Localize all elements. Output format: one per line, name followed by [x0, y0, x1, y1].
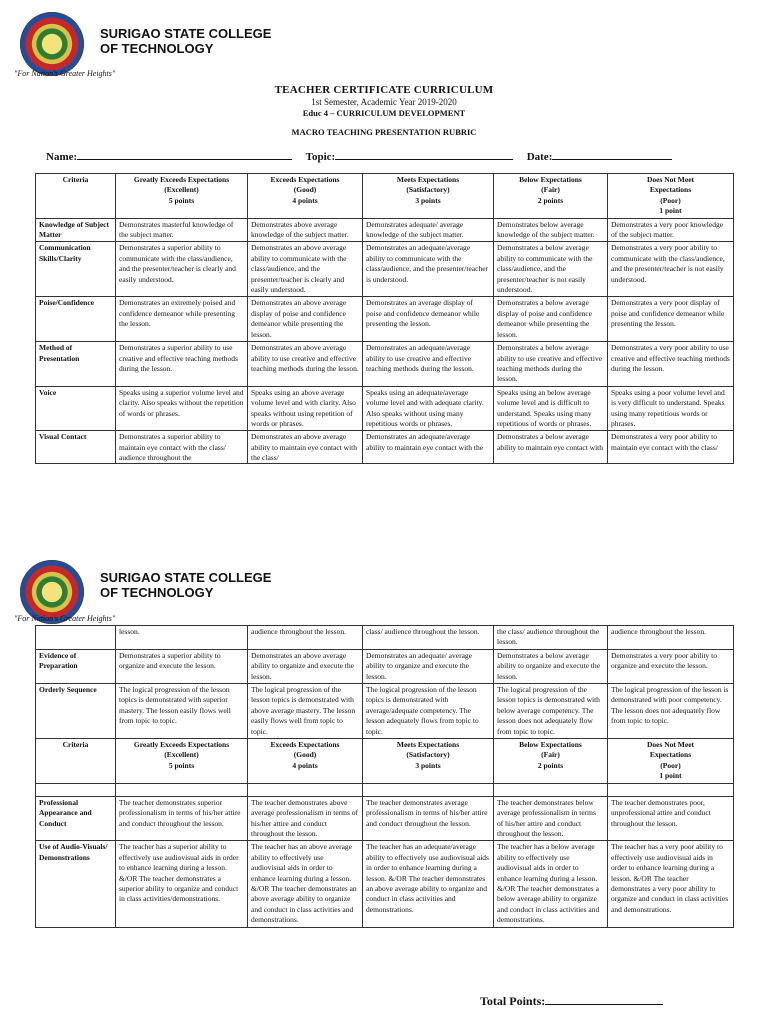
descriptor-cell — [248, 796, 363, 841]
descriptor-text: Speaks using an below average volume level and is difficult to understand. Speaks using many repetitious of words or phrases. — [497, 387, 592, 428]
semester-text: 1st Semester, Academic Year 2019-2020 — [311, 97, 457, 107]
column-header-line: (Satisfactory) — [406, 185, 450, 195]
column-header-line: (Good) — [293, 750, 317, 760]
rubric-title: MACRO TEACHING PRESENTATION RUBRIC — [291, 127, 477, 137]
descriptor-cell — [248, 626, 363, 650]
descriptor-text: The teacher demonstrates below average professionalism in terms of his/her attire and conduct throughout the lesson. — [497, 797, 596, 838]
descriptor-text: Demonstrates a very poor ability to maintain eye contact with the class/ — [611, 432, 718, 452]
descriptor-cell — [494, 242, 608, 297]
column-header-line: (Good) — [293, 185, 317, 195]
descriptor-text: Speaks using a poor volume level and is very difficult to understand. Speaks using many repetitious words or phrases. — [611, 387, 725, 428]
descriptor-text: Demonstrates a below average display of poise and confidence demeanor while presenting the lesson. — [497, 298, 592, 339]
descriptor-text: The logical progression of the lesson topics is demonstrated with superior mastery. The lesson easily flows well from topic to topic. — [119, 685, 231, 726]
descriptor-text: The logical progression of the lesson topics is demonstrated with above average mastery. The lesson easily flows well from topic to topic. — [251, 685, 356, 736]
descriptor-text: Demonstrates a very poor ability to use creative and effective teaching methods during the lesson. — [611, 343, 730, 373]
column-header-line: Does Not Meet — [646, 175, 695, 184]
descriptor-text: the class/ audience throughout the lesson. — [497, 627, 600, 647]
column-header-line: 3 points — [415, 195, 441, 205]
descriptor-text: The teacher demonstrates superior professionalism in terms of his/her attire and conduct throughout the lesson. — [119, 797, 241, 828]
column-header-line: Does Not Meet — [646, 740, 695, 750]
descriptor-cell — [248, 841, 363, 927]
criteria-cell: Orderly Sequence — [36, 684, 116, 739]
descriptor-cell — [608, 431, 734, 464]
name-label: Name: — [46, 151, 78, 163]
column-header-line: 2 points — [537, 760, 564, 770]
descriptor-cell — [363, 297, 494, 342]
descriptor-cell — [608, 684, 734, 739]
rubric-row — [36, 386, 734, 431]
header-row — [36, 739, 734, 784]
college-seal-icon — [20, 12, 84, 76]
descriptor-text: Demonstrates masterful knowledge of the subject matter. — [119, 219, 234, 240]
descriptor-text: The teacher has a below average ability to effectively use audiovisual aids in order to enhance learning during a lesson. &/OR The teacher demonstrates a below average ability to organize and conduct in class activities and demonstrations. — [497, 842, 600, 925]
descriptor-cell — [494, 342, 608, 387]
date-blank[interactable] — [552, 150, 672, 160]
descriptor-text: Demonstrates a very poor ability to communicate with the class/audience, and the presenter/teacher is not easily understood. — [611, 243, 725, 284]
column-header-line: 1 point — [659, 206, 682, 216]
criteria-cell: Communication Skills/Clarity — [36, 242, 116, 297]
criteria-cell: Voice — [36, 386, 116, 431]
column-header-line: (Fair) — [541, 185, 560, 195]
descriptor-cell — [363, 218, 494, 242]
descriptor-cell — [608, 297, 734, 342]
descriptor-text: The teacher has an above average ability to effectively use audiovisual aids in order to enhance learning during a lesson. &/OR The teacher demonstrates an above average ability to organize and conduct in class activities and demonstrations. — [251, 842, 357, 925]
continuation-row — [36, 626, 734, 650]
spacer-cell — [116, 783, 248, 796]
column-header-line: (Fair) — [541, 750, 560, 760]
criteria-cell: Knowledge of Subject Matter — [36, 218, 116, 242]
course-title: Educ 4 – CURRICULUM DEVELOPMENT — [302, 108, 466, 118]
column-header-line: Below Expectations — [519, 175, 582, 184]
descriptor-text: class/ audience throughout the lesson. — [366, 627, 480, 636]
descriptor-text: Demonstrates a below average ability to organize and execute the lesson. — [497, 650, 600, 681]
column-header-line: 4 points — [292, 195, 318, 205]
descriptor-text: Demonstrates an adequate/ average ability to organize and execute the lesson. — [366, 650, 472, 681]
column-header-line: Greatly Exceeds Expectations — [133, 740, 230, 750]
descriptor-cell — [363, 796, 494, 841]
descriptor-cell — [494, 431, 608, 464]
descriptor-cell — [248, 297, 363, 342]
descriptor-cell — [608, 242, 734, 297]
descriptor-cell — [248, 649, 363, 683]
criteria-cell: Method of Presentation — [36, 342, 116, 387]
student-info-fields — [46, 150, 726, 163]
criteria-cell: Evidence of Preparation — [36, 649, 116, 683]
descriptor-text: Demonstrates a below average ability to maintain eye contact with — [497, 432, 604, 452]
column-header-line: 5 points — [168, 760, 195, 770]
descriptor-text: Demonstrates a below average ability to communicate with the class/audience, and the presenter/teacher is not easily understood. — [497, 243, 593, 295]
descriptor-text: Demonstrates an above average display of poise and confidence demeanor while presenting the lesson. — [251, 298, 347, 339]
spacer-row — [36, 783, 734, 796]
rubric-table-1 — [35, 173, 734, 464]
descriptor-text: Demonstrates an above average ability to communicate with the class/audience, and the presenter/teacher is clearly and easily understood. — [251, 243, 347, 295]
rubric-page-2 — [0, 552, 768, 1024]
descriptor-text: Demonstrates an adequate/average ability to maintain eye contact with the — [366, 432, 484, 452]
column-header-line: 5 points — [168, 195, 195, 205]
descriptor-cell — [608, 218, 734, 242]
descriptor-text: Demonstrates an adequate/average ability to communicate with the class/audience, and the presenter/teacher is understood. — [366, 243, 489, 284]
column-header — [494, 739, 608, 784]
college-name — [100, 26, 271, 56]
descriptor-cell — [248, 386, 363, 431]
rubric-row — [36, 242, 734, 297]
descriptor-cell — [608, 342, 734, 387]
column-header-line: 2 points — [537, 195, 564, 205]
rubric-row — [36, 796, 734, 841]
descriptor-cell — [494, 796, 608, 841]
descriptor-text: Demonstrates a superior ability to maintain eye contact with the class/ audience throughout the — [119, 432, 226, 463]
page-gap — [0, 520, 768, 552]
column-header — [608, 174, 734, 219]
college-name-line1: SURIGAO STATE COLLEGE — [100, 570, 272, 585]
descriptor-cell — [494, 626, 608, 650]
descriptor-text: Demonstrates a very poor ability to organize and execute the lesson. — [611, 650, 718, 671]
descriptor-text: Demonstrates a superior ability to organize and execute the lesson. — [119, 650, 221, 671]
descriptor-cell — [363, 684, 494, 739]
rubric-row — [36, 649, 734, 683]
descriptor-cell — [494, 684, 608, 739]
header-row — [36, 174, 734, 219]
column-header — [363, 739, 494, 784]
descriptor-cell — [248, 431, 363, 464]
descriptor-text: Demonstrates a below average ability to use creative and effective teaching methods during the lesson. — [497, 343, 603, 384]
total-points-blank[interactable] — [545, 995, 663, 1005]
column-header-line: Meets Expectations — [396, 740, 460, 750]
descriptor-text: audience throughout the lesson. — [251, 627, 346, 636]
rubric-row — [36, 431, 734, 464]
college-name — [100, 570, 271, 600]
document-title: TEACHER CERTIFICATE CURRICULUM — [274, 84, 494, 96]
rubric-row — [36, 297, 734, 342]
descriptor-cell — [608, 626, 734, 650]
column-header-line: (Satisfactory) — [406, 750, 450, 760]
descriptor-text: Demonstrates an above average ability to maintain eye contact with the class/ — [251, 432, 358, 463]
descriptor-cell — [248, 684, 363, 739]
college-motto: "For Nation's Greater Heights" — [14, 69, 116, 78]
descriptor-text: The logical progression of the lesson topics is demonstrated with below average competency. The lesson does not adequately flow from topic to topic. — [497, 685, 600, 736]
column-header-line: Criteria — [62, 175, 89, 184]
descriptor-text: The teacher demonstrates average professionalism in terms of his/her attire and conduct throughout the lesson. — [366, 797, 488, 828]
descriptor-cell — [116, 242, 248, 297]
column-header-line: 1 point — [659, 771, 682, 781]
column-header — [248, 739, 363, 784]
column-header-line: (Poor) — [660, 195, 681, 205]
college-name-line1: SURIGAO STATE COLLEGE — [100, 26, 272, 41]
topic-blank[interactable] — [335, 150, 513, 160]
descriptor-cell — [116, 841, 248, 927]
descriptor-text: The teacher demonstrates above average professionalism in terms of his/her attire and conduct throughout the lesson. — [251, 797, 359, 838]
descriptor-cell — [116, 626, 248, 650]
column-header-line: Below Expectations — [519, 740, 582, 750]
descriptor-cell — [494, 218, 608, 242]
column-header-line: Expectations — [649, 185, 692, 195]
column-header-line: (Excellent) — [164, 185, 199, 195]
descriptor-text: Demonstrates adequate/ average knowledge of the subject matter. — [366, 219, 464, 240]
descriptor-text: Speaks using a superior volume level and clarity. Also speaks without the repetition of words or phrases. — [119, 387, 244, 418]
descriptor-text: Demonstrates a superior ability to communicate with the class/audience, and the presenter/teacher is clearly and easily understood. — [119, 243, 236, 284]
descriptor-cell — [116, 342, 248, 387]
topic-label: Topic: — [305, 151, 336, 163]
descriptor-text: The teacher has an adequate/average ability to effectively use audiovisual aids in order to enhance learning during a lesson. &/OR The teacher demonstrates an above average ability to organize and conduct in class activities and demonstrations. — [366, 842, 489, 914]
column-header-line: (Excellent) — [164, 750, 199, 760]
descriptor-cell — [248, 218, 363, 242]
descriptor-cell — [363, 431, 494, 464]
descriptor-text: audience throughout the lesson. — [611, 627, 706, 636]
spacer-cell — [494, 783, 608, 796]
descriptor-cell — [116, 386, 248, 431]
descriptor-text: Demonstrates a very poor display of poise and confidence demeanor while presenting the lesson. — [611, 298, 725, 329]
descriptor-cell — [363, 649, 494, 683]
spacer-cell — [248, 783, 363, 796]
column-header-line: (Poor) — [660, 760, 681, 770]
descriptor-cell — [608, 841, 734, 927]
descriptor-text: Demonstrates an extremely poised and confidence demeanor while presenting the lesson. — [119, 298, 236, 329]
descriptor-cell — [248, 242, 363, 297]
descriptor-text: The teacher demonstrates poor, unprofessional attire and conduct throughout the lesson. — [611, 797, 711, 828]
rubric-row — [36, 342, 734, 387]
descriptor-text: lesson. — [119, 627, 140, 636]
descriptor-cell — [494, 386, 608, 431]
criteria-cell: Visual Contact — [36, 431, 116, 464]
rubric-table-2 — [35, 625, 734, 928]
column-header — [608, 739, 734, 784]
column-header — [248, 174, 363, 219]
descriptor-text: Demonstrates below average knowledge of the subject matter. — [497, 219, 595, 240]
column-header-line: Meets Expectations — [396, 175, 460, 184]
column-header — [116, 739, 248, 784]
descriptor-text: The teacher has a very poor ability to effectively use audiovisual aids in order to enhance learning during a lesson. &/OR The teacher demonstrates a very poor ability to organize and conduct in class activities and demonstrations. — [611, 842, 729, 914]
descriptor-cell — [363, 342, 494, 387]
descriptor-text: Demonstrates a very poor knowledge of the subject matter. — [611, 219, 724, 240]
descriptor-cell — [363, 242, 494, 297]
descriptor-cell — [116, 649, 248, 683]
descriptor-cell — [494, 649, 608, 683]
descriptor-text: Demonstrates an above average ability to organize and execute the lesson. — [251, 650, 354, 681]
college-name-line2: OF TECHNOLOGY — [100, 585, 214, 600]
descriptor-cell — [116, 796, 248, 841]
spacer-cell — [36, 783, 116, 796]
name-blank[interactable] — [77, 150, 292, 160]
column-header — [36, 174, 116, 219]
descriptor-cell — [116, 431, 248, 464]
descriptor-cell — [363, 386, 494, 431]
descriptor-text: Speaks using an above average volume level and with clarity. Also speaks without using repetition of words or phrases. — [251, 387, 356, 428]
column-header-line: Expectations — [649, 750, 692, 760]
spacer-cell — [363, 783, 494, 796]
column-header-line: Exceeds Expectations — [270, 740, 340, 750]
descriptor-text: The logical progression of the lesson topics is demonstrated with average/adequate competency. The lesson adequately flows from topic to topic. — [366, 685, 479, 736]
descriptor-text: Speaks using an adequate/average volume level and with adequate clarity. Also speaks without using many repetitious words or phrases. — [366, 387, 484, 428]
column-header — [116, 174, 248, 219]
descriptor-cell — [363, 841, 494, 927]
criteria-cell: Use of Audio-Visuals/ Demonstrations — [36, 841, 116, 927]
column-header-line: 4 points — [292, 760, 318, 770]
criteria-cell: Professional Appearance and Conduct — [36, 796, 116, 841]
descriptor-cell — [608, 386, 734, 431]
descriptor-cell — [116, 297, 248, 342]
column-header-line: Criteria — [62, 740, 89, 750]
descriptor-text: Demonstrates an above average ability to use creative and effective teaching methods during the lesson. — [251, 343, 359, 373]
rubric-row — [36, 218, 734, 242]
descriptor-text: Demonstrates an adequate/average ability to use creative and effective teaching methods during the lesson. — [366, 343, 474, 373]
column-header — [363, 174, 494, 219]
descriptor-text: The logical progression of the lesson is demonstrated with poor competency. The lesson does not adequately flow from topic to topic. — [611, 685, 729, 726]
descriptor-cell — [248, 342, 363, 387]
descriptor-cell — [494, 841, 608, 927]
total-points-label: Total Points: — [480, 994, 546, 1008]
semester-line — [0, 97, 768, 107]
column-header-line: 3 points — [415, 760, 441, 770]
descriptor-text: Demonstrates a superior ability to use creative and effective teaching methods during the lesson. — [119, 343, 238, 373]
column-header — [494, 174, 608, 219]
total-points — [480, 994, 663, 1009]
college-motto: "For Nation's Greater Heights" — [14, 614, 116, 623]
column-header — [36, 739, 116, 784]
descriptor-cell — [116, 684, 248, 739]
descriptor-text: Demonstrates an average display of poise and confidence demeanor while presenting the lesson. — [366, 298, 480, 329]
descriptor-cell — [116, 218, 248, 242]
descriptor-cell — [363, 626, 494, 650]
date-label: Date: — [526, 151, 553, 163]
descriptor-text: The teacher has a superior ability to effectively use audiovisual aids in order to enhance learning during a lesson. &/OR The teacher demonstrates a superior ability to organize and conduct in class activities/demonstrations. — [119, 842, 239, 904]
column-header-line: Exceeds Expectations — [270, 175, 340, 184]
spacer-cell — [608, 783, 734, 796]
criteria-cell — [36, 626, 116, 650]
descriptor-text: Demonstrates above average knowledge of the subject matter. — [251, 219, 349, 240]
criteria-cell: Poise/Confidence — [36, 297, 116, 342]
column-header-line: Greatly Exceeds Expectations — [133, 175, 230, 184]
descriptor-cell — [494, 297, 608, 342]
rubric-row — [36, 684, 734, 739]
rubric-row — [36, 841, 734, 927]
descriptor-cell — [608, 649, 734, 683]
college-name-line2: OF TECHNOLOGY — [100, 41, 214, 56]
descriptor-cell — [608, 796, 734, 841]
